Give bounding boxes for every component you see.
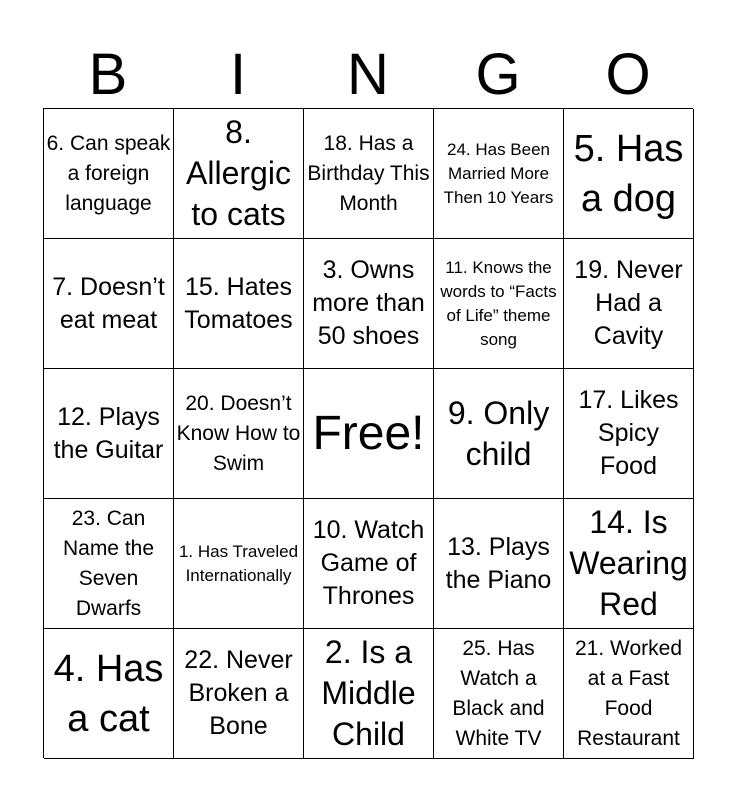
bingo-cell[interactable]: [44, 239, 174, 369]
bingo-cell[interactable]: [564, 239, 694, 369]
bingo-cell[interactable]: [304, 499, 434, 629]
cell-text: 13. Plays the Piano: [445, 532, 552, 594]
bingo-cell[interactable]: [434, 109, 564, 239]
cell-text: 2. Is a Middle Child: [321, 634, 416, 752]
cell-text: 22. Never Broken a Bone: [184, 646, 293, 740]
cell-text: Free!: [312, 406, 425, 460]
cell-text: 19. Never Had a Cavity: [574, 256, 683, 350]
bingo-cell[interactable]: [434, 629, 564, 759]
bingo-cell[interactable]: [434, 239, 564, 369]
cell-text: 3. Owns more than 50 shoes: [312, 256, 425, 350]
bingo-cell[interactable]: [564, 109, 694, 239]
bingo-header: [43, 44, 693, 106]
cell-text: 20. Doesn’t Know How to Swim: [176, 391, 301, 475]
bingo-cell[interactable]: [174, 109, 304, 239]
bingo-cell[interactable]: [564, 629, 694, 759]
bingo-cell[interactable]: [174, 499, 304, 629]
header-letter-i: I: [229, 42, 247, 107]
bingo-cell[interactable]: [174, 239, 304, 369]
cell-text: 6. Can speak a foreign language: [46, 131, 171, 215]
cell-text: 1. Has Traveled Internationally: [178, 541, 299, 585]
bingo-cell[interactable]: [174, 369, 304, 499]
cell-text: 18. Has a Birthday This Month: [307, 131, 430, 215]
cell-text: 10. Watch Game of Thrones: [312, 516, 425, 610]
cell-text: 25. Has Watch a Black and White TV: [452, 636, 545, 750]
cell-text: 24. Has Been Married More Then 10 Years: [443, 139, 554, 207]
bingo-cell[interactable]: [564, 369, 694, 499]
cell-text: 14. Is Wearing Red: [569, 504, 688, 622]
cell-text: 8. Allergic to cats: [186, 114, 291, 232]
bingo-cell-free[interactable]: [304, 369, 434, 499]
cell-text: 9. Only child: [447, 394, 550, 472]
cell-text: 4. Has a cat: [53, 647, 164, 740]
header-letter-o: O: [605, 42, 651, 107]
bingo-cell[interactable]: [564, 499, 694, 629]
cell-text: 5. Has a dog: [573, 127, 684, 220]
cell-text: 12. Plays the Guitar: [53, 402, 164, 464]
bingo-cell[interactable]: [304, 239, 434, 369]
header-letter-g: G: [475, 42, 521, 107]
bingo-cell[interactable]: [174, 629, 304, 759]
bingo-cell[interactable]: [304, 629, 434, 759]
header-letter-n: N: [347, 42, 389, 107]
cell-text: 23. Can Name the Seven Dwarfs: [62, 506, 155, 620]
bingo-cell[interactable]: [434, 499, 564, 629]
bingo-cell[interactable]: [44, 499, 174, 629]
cell-text: 11. Knows the words to “Facts of Life” theme song: [440, 257, 557, 349]
cell-text: 7. Doesn’t eat meat: [52, 272, 165, 334]
header-letter-b: B: [88, 42, 128, 107]
bingo-cell[interactable]: [434, 369, 564, 499]
cell-text: 15. Hates Tomatoes: [184, 272, 293, 334]
bingo-cell[interactable]: [304, 109, 434, 239]
cell-text: 21. Worked at a Fast Food Restaurant: [575, 636, 682, 750]
bingo-cell[interactable]: [44, 109, 174, 239]
cell-text: 17. Likes Spicy Food: [578, 386, 679, 480]
bingo-cell[interactable]: [44, 369, 174, 499]
bingo-cell[interactable]: [44, 629, 174, 759]
bingo-board: [43, 108, 693, 758]
